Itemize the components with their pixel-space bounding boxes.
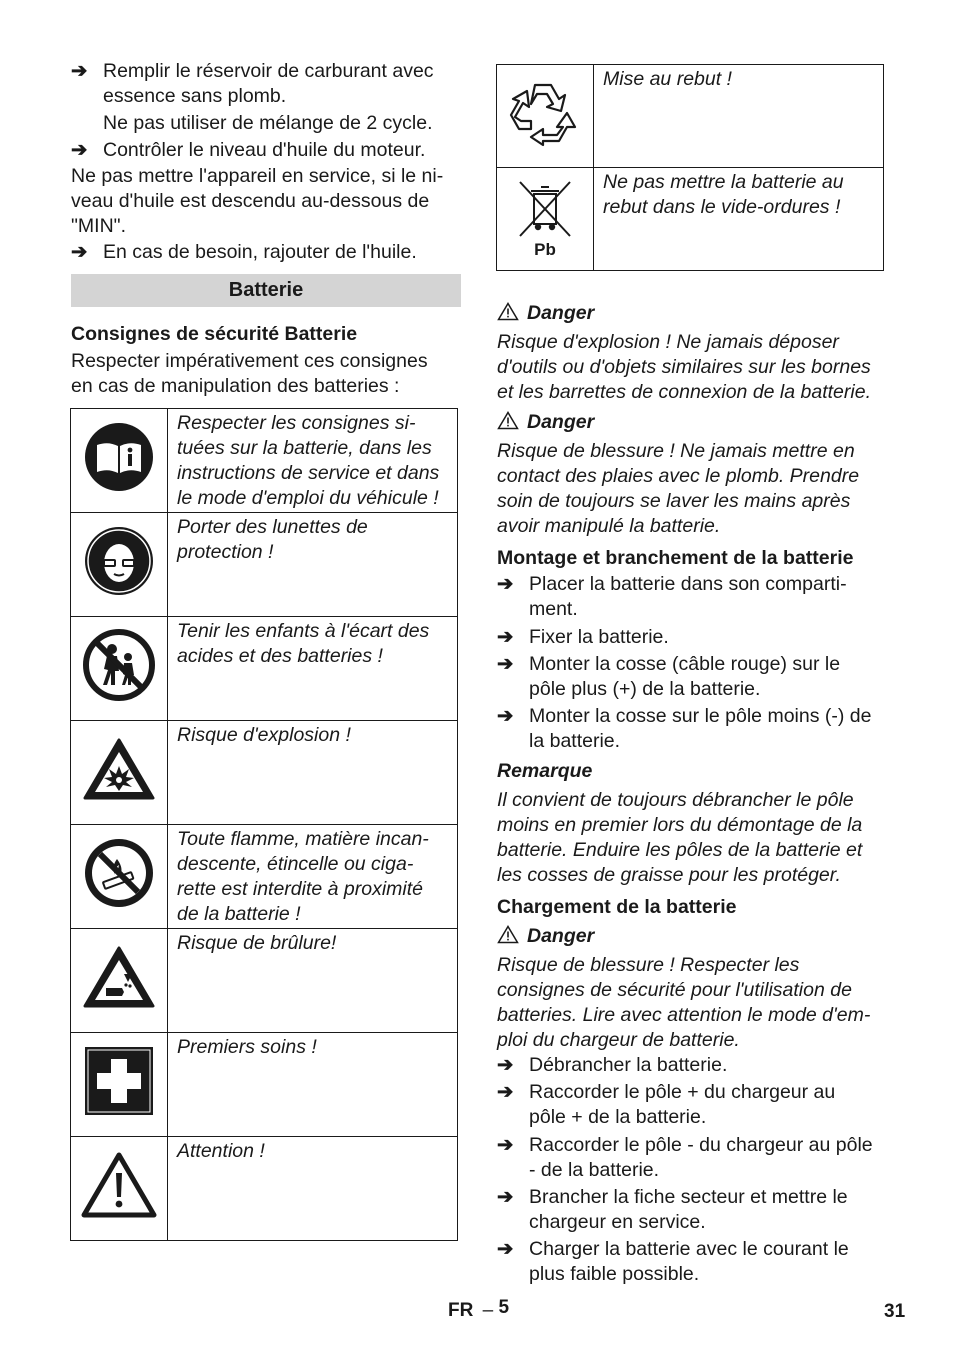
paragraph-line: Risque de blessure ! Respecter les xyxy=(497,954,800,976)
paragraph-line: les cosses de graisse pour les protéger. xyxy=(497,864,841,886)
step-line: Contrôler le niveau d'huile du moteur. xyxy=(103,139,426,161)
paragraph-line: Risque de blessure ! Ne jamais mettre en xyxy=(497,440,855,462)
table-row xyxy=(71,1033,458,1137)
disposal-table xyxy=(496,64,884,271)
danger-text xyxy=(497,330,887,405)
arrow-icon: ➔ xyxy=(497,1186,514,1208)
symbol-cell xyxy=(497,65,594,168)
no-fire-smoking-icon xyxy=(83,837,155,909)
table-row xyxy=(71,721,458,825)
symbol-cell xyxy=(71,1033,168,1137)
symbol-text xyxy=(168,513,458,617)
symbol-line: Attention ! xyxy=(177,1140,265,1162)
step-line: Raccorder le pôle - du chargeur au pôle xyxy=(529,1134,873,1156)
table-row xyxy=(71,1137,458,1241)
safety-heading: Consignes de sécurité Batterie xyxy=(71,323,358,345)
first-aid-icon xyxy=(84,1046,154,1116)
explosion-warning-icon xyxy=(82,736,156,802)
danger-label: Danger xyxy=(527,302,595,324)
danger-text xyxy=(497,953,887,1053)
step-line: la batterie. xyxy=(529,730,621,752)
symbol-cell xyxy=(71,825,168,929)
crossed-bin-icon xyxy=(514,178,576,240)
paragraph-line: consignes de sécurité pour l'utilisation de xyxy=(497,979,852,1001)
symbol-line: Tenir les enfants à l'écart des xyxy=(177,620,430,642)
paragraph-line: en cas de manipulation des batteries : xyxy=(71,375,400,397)
symbol-text xyxy=(168,1137,458,1241)
warning-triangle-icon xyxy=(497,411,519,430)
paragraph-line: Il convient de toujours débrancher le pôle xyxy=(497,789,854,811)
lead-symbol: Pb xyxy=(534,240,556,259)
symbol-text xyxy=(168,721,458,825)
step-line: pôle plus (+) de la batterie. xyxy=(529,678,761,700)
symbol-line: Risque de brûlure! xyxy=(177,932,337,954)
paragraph-line: batterie. Enduire les pôles de la batterie et xyxy=(497,839,863,861)
symbol-line: descente, étincelle ou ciga- xyxy=(177,853,414,875)
footer-lang: FR xyxy=(448,1300,474,1321)
symbol-cell xyxy=(71,721,168,825)
section-banner xyxy=(71,274,461,307)
paragraph-line: ploi du chargeur de batterie. xyxy=(497,1029,740,1051)
danger-text xyxy=(497,439,887,539)
step-line: Remplir le réservoir de carburant avec xyxy=(103,60,434,82)
footer-dash: – xyxy=(482,1300,494,1321)
step-line: Placer la batterie dans son comparti- xyxy=(529,573,847,595)
danger-heading xyxy=(497,924,887,949)
symbol-line: Mise au rebut ! xyxy=(603,68,732,90)
symbol-line: rette est interdite à proximité xyxy=(177,878,424,900)
step-line: chargeur en service. xyxy=(529,1211,706,1233)
symbol-cell xyxy=(71,929,168,1033)
note-heading: Remarque xyxy=(497,760,593,782)
symbol-line: instructions de service et dans xyxy=(177,462,440,484)
safety-symbols-table xyxy=(70,408,458,1241)
mount-heading: Montage et branchement de la batterie xyxy=(497,547,854,569)
arrow-icon: ➔ xyxy=(497,1054,514,1076)
step-line: pôle + de la batterie. xyxy=(529,1106,707,1128)
symbol-cell xyxy=(497,168,594,271)
danger-heading xyxy=(497,410,887,435)
danger-label: Danger xyxy=(527,411,595,433)
arrow-icon: ➔ xyxy=(71,60,88,82)
warning-triangle-icon xyxy=(497,925,519,944)
arrow-icon: ➔ xyxy=(497,573,514,595)
symbol-line: protection ! xyxy=(177,541,274,563)
step-line: ment. xyxy=(529,598,578,620)
table-row xyxy=(71,617,458,721)
note-text xyxy=(497,788,887,888)
symbol-line: Porter des lunettes de xyxy=(177,516,368,538)
page-number: 31 xyxy=(884,1301,906,1322)
symbol-cell xyxy=(71,1137,168,1241)
step-line: Ne pas utiliser de mélange de 2 cycle. xyxy=(103,112,433,134)
symbol-line: le mode d'emploi du véhicule ! xyxy=(177,487,439,509)
step-line: essence sans plomb. xyxy=(103,85,287,107)
warning-triangle-icon xyxy=(497,302,519,321)
symbol-line: de la batterie ! xyxy=(177,903,301,925)
table-row xyxy=(497,168,884,271)
paragraph-line: avoir manipulé la batterie. xyxy=(497,515,721,537)
step-line: Charger la batterie avec le courant le xyxy=(529,1238,849,1260)
step-line: - de la batterie. xyxy=(529,1159,660,1181)
step-line: plus faible possible. xyxy=(529,1263,700,1285)
symbol-text xyxy=(168,825,458,929)
symbol-cell xyxy=(71,617,168,721)
paragraph-line: Respecter impérativement ces consignes xyxy=(71,350,428,372)
arrow-icon: ➔ xyxy=(497,705,514,727)
paragraph-line: "MIN". xyxy=(71,215,127,237)
symbol-text xyxy=(168,929,458,1033)
arrow-icon: ➔ xyxy=(71,139,88,161)
arrow-icon: ➔ xyxy=(497,1081,514,1103)
paragraph-line: Risque d'explosion ! Ne jamais déposer xyxy=(497,331,839,353)
symbol-text xyxy=(594,65,884,168)
symbol-line: rebut dans le vide-ordures ! xyxy=(603,196,841,218)
table-row xyxy=(497,65,884,168)
symbol-line: acides et des batteries ! xyxy=(177,645,383,667)
symbol-line: Ne pas mettre la batterie au xyxy=(603,171,844,193)
symbol-text xyxy=(594,168,884,271)
step-line: Monter la cosse (câble rouge) sur le xyxy=(529,653,841,675)
symbol-line: tuées sur la batterie, dans les xyxy=(177,437,432,459)
manual-book-icon xyxy=(83,421,155,493)
step-line: Monter la cosse sur le pôle moins (-) de xyxy=(529,705,872,727)
paragraph-line: contact des plaies avec le plomb. Prendre xyxy=(497,465,860,487)
symbol-text xyxy=(168,1033,458,1137)
table-row xyxy=(71,825,458,929)
symbol-text xyxy=(168,617,458,721)
step-line: Raccorder le pôle + du chargeur au xyxy=(529,1081,836,1103)
table-row xyxy=(71,929,458,1033)
table-row xyxy=(71,409,458,513)
symbol-line: Respecter les consignes si- xyxy=(177,412,416,434)
step-line: Fixer la batterie. xyxy=(529,626,669,648)
oil-paragraph xyxy=(71,164,463,239)
no-children-icon xyxy=(81,627,157,703)
section-title: Batterie xyxy=(228,279,304,301)
paragraph-line: veau d'huile est descendu au-dessous de xyxy=(71,190,430,212)
symbol-text xyxy=(168,409,458,513)
arrow-icon: ➔ xyxy=(71,241,88,263)
paragraph-line: moins en premier lors du démontage de la xyxy=(497,814,863,836)
recycle-icon xyxy=(507,77,583,149)
arrow-icon: ➔ xyxy=(497,653,514,675)
corrosive-burn-icon xyxy=(82,944,156,1010)
symbol-line: Premiers soins ! xyxy=(177,1036,317,1058)
table-row xyxy=(71,513,458,617)
paragraph-line: et les barrettes de connexion de la batterie. xyxy=(497,381,871,403)
paragraph-line: d'outils ou d'objets similaires sur les bornes xyxy=(497,356,871,378)
footer-section-page: 5 xyxy=(498,1297,510,1318)
danger-heading xyxy=(497,301,887,326)
arrow-icon: ➔ xyxy=(497,626,514,648)
step-line: Débrancher la batterie. xyxy=(529,1054,728,1076)
attention-icon xyxy=(81,1151,157,1219)
step-line: En cas de besoin, rajouter de l'huile. xyxy=(103,241,417,263)
footer-section-marker xyxy=(448,1298,509,1323)
arrow-icon: ➔ xyxy=(497,1238,514,1260)
charge-heading: Chargement de la batterie xyxy=(497,896,737,918)
step-line: Brancher la fiche secteur et mettre le xyxy=(529,1186,848,1208)
symbol-cell xyxy=(71,513,168,617)
paragraph-line: batteries. Lire avec attention le mode d'em- xyxy=(497,1004,871,1026)
symbol-cell xyxy=(71,409,168,513)
danger-label: Danger xyxy=(527,925,595,947)
paragraph-line: Ne pas mettre l'appareil en service, si le ni- xyxy=(71,165,444,187)
symbol-line: Risque d'explosion ! xyxy=(177,724,351,746)
paragraph-line: soin de toujours se laver les mains après xyxy=(497,490,851,512)
symbol-line: Toute flamme, matière incan- xyxy=(177,828,429,850)
arrow-icon: ➔ xyxy=(497,1134,514,1156)
safety-intro xyxy=(71,349,463,399)
protective-goggles-icon xyxy=(83,525,155,597)
